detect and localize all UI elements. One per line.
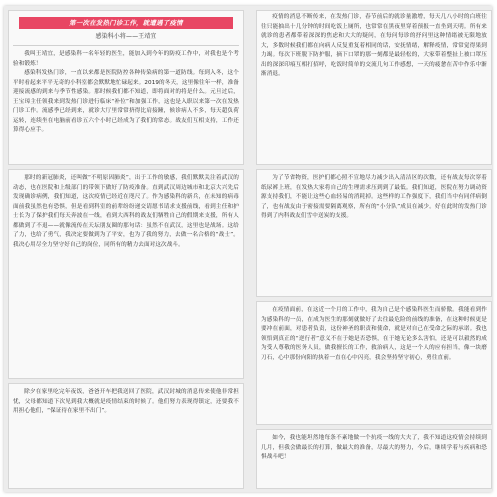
paragraph: 疫情的消息不断传来，在发热门诊，春节前后的就诊量激增，每天几八小时的白班往往只能抽出十几分钟的时间吃饭上厕所，也常常在黑夜里穿着预报一直坐到天明。所有来就诊的患者都带着深深的焦虑和大大的疑问，在每问每诊的抒问里这种情绪被无限地放大，多数时候我们都在向病人反复重复着相同的话，安抚情绪，解释疫情，常常觉得果到力竭。每次下班脱下防护服，摘下口罩的那一刻都是最轻松的，大家带着整扯上被口罩压出的深深印痕互相打招呼，吃饭时简单的交流几句工作感想，一天的疲惫在苦中作乐中渐渐消退。 — [261, 14, 487, 78]
article-title: 第一次在发热门诊工作，就遭遇了疫情 — [19, 17, 233, 29]
article-card — [256, 10, 492, 165]
article-card — [8, 169, 244, 379]
article-card — [256, 429, 492, 489]
article-intro-card — [8, 10, 244, 165]
right-column — [256, 10, 492, 489]
article-card — [8, 383, 244, 489]
article-card — [256, 301, 492, 425]
divider — [13, 45, 239, 46]
paragraph: 我叫王靖宜，是感染科一名年轻的医生，能加入到今年的防疫工作中，对我也是个考验和锻炼！ — [13, 51, 239, 67]
author-byline: 感染科小将——王靖宜 — [95, 33, 157, 40]
paragraph: 如今，我也能坦然地每条不紊地做一个抗疫一线的大夫了，我不知道这疫情会持续到几月，但我会做最长的打算，做最大的准备，尽最大的努力，今后，继续学着与疾病和恐惧战斗吧！ — [261, 435, 487, 461]
paragraph: 在疫情面前，在这近一个月的工作中，我为自己是个感染科医生而骄傲。我能看到作为感染科的一员，在成为医生的那刻就做好了去往最危险的前线的准备，在这种时候更是要冲在前面，对患者负责，这份神圣的职责和使命，就是对自己在受命之际的承诺。我也领悟到真正的“逆行者”意义不在于她是否恐惧，在于她无论多么害怕，还是可以毅然的成为受人尊敬的医务人员，做我擅长的工作，救治病人，这是一个人的应有担当，像一块磨刀石，心中那份向阳的执着一直在心中闪亮，我会坚持坚守初心，勇往直前。 — [261, 307, 487, 361]
paragraph: 除夕在家里吃完年夜饭，爸爸开车把我送回了医院，武汉封城的消息传来使他非常担忧，父母都知道下次见到我大概就是疫情结束的时候了。他们努力表现得镇定，还要我不用担心他们，“保证待在家里不出门”。 — [13, 389, 239, 415]
paragraph: 那时的新冠肺炎，还叫做“不明原因肺炎”，出于工作的敏感，我们默默关注着武汉的动态，也在医院和上级部门的带领下做好了防疫准备。直到武汉周边城市和北京大兴先后发现确诊病例，我们知道，这次疫情已经近在咫尺了。作为感染科的新兵，在未知的病毒面前我虽然也有恐惧，但是看到科室的前辈纷纷递交请愿书请求支援前线，看到主任和护士长为了保护我们每天奔波在一线，看到大西科的战友们牺牲自己的假期来支援，所有人都做到了不退——就像流传在天坛朋友圈的那句话：虽然不在武汉，这里也是战场。这给了力，也给了勇气，我决定要做到为了平安，也为了我的努力，去做一名合格的“战士”。我决心用尽全力坚守好自己的岗位，同所有的精力去面对这次战斗。 — [13, 175, 239, 248]
left-column — [8, 10, 244, 489]
article-card — [256, 169, 492, 297]
paragraph: 为了节省物资，医护们都心照不宣地尽力减少出入清洁区的次数，还有战友每次穿着纸尿裤上班，在发热大家将自己的生理需求压到到了最低。我们知道，医院在努力调动资源支持我们，不能让这些心血轻易的消耗掉。这些样的工作强度下，我们当中有同伴病倒了，也有战友由于密接需要隔离观察，所有的“小分队”成员在减少。好在此时的发热门诊得到了内科战友们雪中送炭的支援。 — [261, 175, 487, 220]
document-sheet — [4, 6, 492, 492]
paragraph: 感染科发热门诊，一直以来都是医院防控各种传染病的第一道防线。每到入冬，这个平时看起来平平无奇的小科室都会默默地忙碌起来。2019的冬天，这里像往年一样，准备迎接流感的到来与季节性感染。那时候我们都不知道，即将面对的将是什么。元旦过后，王宝璋主任领我来到发热门诊进行临床“补位”和加强工作，这也是入职以来第一次在发热门诊工作。流感季已经到来，就诊大厅里常常挤得比肩接踵，候诊病人不多，每天超负荷运转，连续坐在电脑前看诊五六个小时已经成为了我们的常态。战友们互相支持，工作还算得心应手。 — [13, 70, 239, 134]
